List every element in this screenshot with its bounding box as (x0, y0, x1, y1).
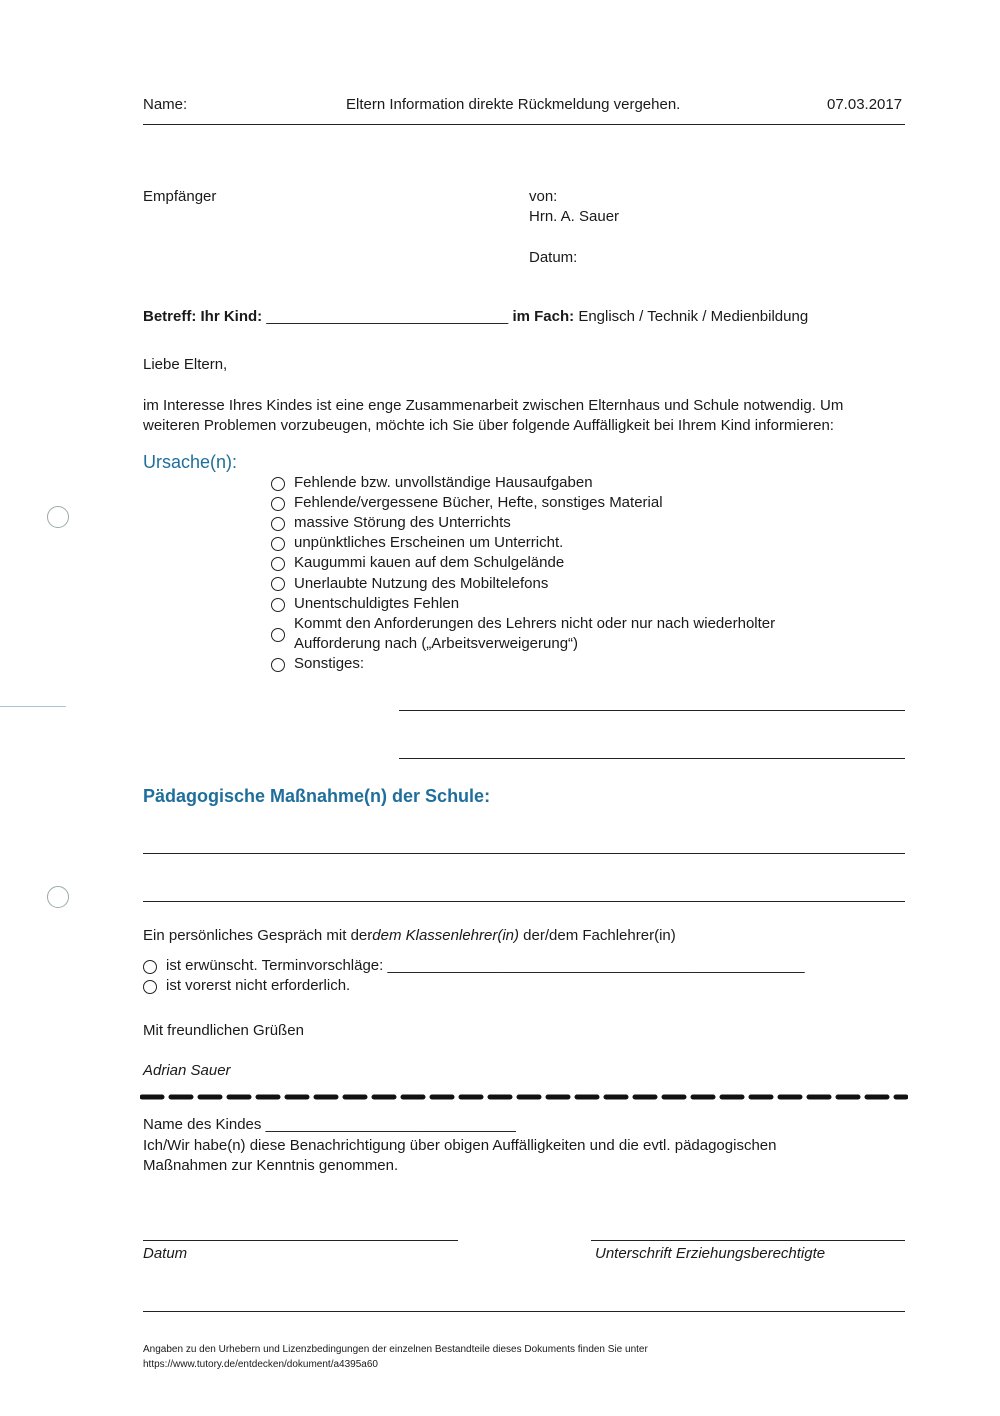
ack-line-1: Ich/Wir habe(n) diese Benachrichtigung über obigen Auffälligkeiten und die evtl. pädagogischen (143, 1137, 777, 1154)
date-signature-line[interactable] (143, 1240, 458, 1241)
header-date: 07.03.2017 (827, 96, 903, 113)
other-line-2[interactable] (399, 758, 905, 759)
greeting: Liebe Eltern, (143, 356, 228, 373)
meeting-radio-wanted[interactable] (143, 960, 157, 974)
subject-kind-blank[interactable]: _____________________________ (266, 308, 509, 325)
guardian-signature-line[interactable] (591, 1240, 905, 1241)
meeting-sentence-end: der/dem Fachlehrer(in) (519, 927, 676, 944)
cause-label-5: Kaugummi kauen auf dem Schulgelände (294, 554, 565, 571)
date-label: Datum: (529, 249, 578, 266)
header-name-label: Name: (143, 96, 188, 113)
from-label: von: (529, 188, 558, 205)
from-name: Hrn. A. Sauer (529, 208, 620, 225)
child-name-line[interactable]: Name des Kindes ______________________________ (143, 1116, 516, 1133)
cause-label-9: Sonstiges: (294, 655, 365, 672)
ack-line-2: Maßnahmen zur Kenntnis genommen. (143, 1157, 399, 1174)
closing-regards: Mit freundlichen Grüßen (143, 1022, 304, 1039)
punch-hole-mark-bottom (47, 886, 69, 908)
recipient-label: Empfänger (143, 188, 217, 205)
guardian-signature-caption: Unterschrift Erziehungsberechtigte (595, 1245, 826, 1262)
closing-signature: Adrian Sauer (143, 1062, 231, 1079)
meeting-option-not-needed: ist vorerst nicht erforderlich. (166, 977, 351, 994)
cause-radio-3[interactable] (271, 517, 285, 531)
cause-radio-5[interactable] (271, 557, 285, 571)
fold-mark (0, 706, 66, 707)
meeting-sentence-italic: dem Klassenlehrer(in) (372, 927, 520, 944)
cause-radio-9[interactable] (271, 658, 285, 672)
meeting-option-wanted: ist erwünscht. Terminvorschläge: __________________________________________________ (166, 957, 805, 974)
cut-line (140, 1093, 908, 1101)
causes-heading: Ursache(n): (143, 452, 238, 472)
cause-label-7: Unentschuldigtes Fehlen (294, 595, 460, 612)
cause-radio-6[interactable] (271, 577, 285, 591)
header-rule (143, 124, 905, 125)
header-title: Eltern Information direkte Rückmeldung vergehen. (346, 96, 681, 113)
footer-rule (143, 1311, 905, 1312)
subject-fach-label: im Fach: (512, 308, 575, 325)
punch-hole-mark-top (47, 506, 69, 528)
subject-fach-value: Englisch / Technik / Medienbildung (578, 308, 809, 325)
intro-line-2: weiteren Problemen vorzubeugen, möchte ich Sie über folgende Auffälligkeit bei Ihrem Kind informieren: (143, 417, 834, 434)
cause-radio-7[interactable] (271, 598, 285, 612)
cause-label-2: Fehlende/vergessene Bücher, Hefte, sonstiges Material (294, 494, 663, 511)
measures-line-2[interactable] (143, 901, 905, 902)
cause-label-4: unpünktliches Erscheinen um Unterricht. (294, 534, 564, 551)
cause-label-1: Fehlende bzw. unvollständige Hausaufgaben (294, 474, 593, 491)
cause-radio-1[interactable] (271, 477, 285, 491)
footer-line-1: Angaben zu den Urhebern und Lizenzbedingungen der einzelnen Bestandteile dieses Dokuments finden Sie unter (143, 1344, 648, 1355)
date-caption: Datum (143, 1245, 188, 1262)
footer-line-2[interactable]: https://www.tutory.de/entdecken/dokument/a4395a60 (143, 1359, 378, 1370)
meeting-radio-not-needed[interactable] (143, 980, 157, 994)
cause-radio-8[interactable] (271, 628, 285, 642)
cause-label-8-line-1: Kommt den Anforderungen des Lehrers nicht oder nur nach wiederholter (294, 615, 776, 632)
cause-radio-2[interactable] (271, 497, 285, 511)
subject-line (143, 308, 808, 325)
cause-label-6: Unerlaubte Nutzung des Mobiltelefons (294, 575, 549, 592)
cause-radio-4[interactable] (271, 537, 285, 551)
measures-heading: Pädagogische Maßnahme(n) der Schule: (143, 786, 491, 806)
cause-label-8-line-2: Aufforderung nach („Arbeitsverweigerung“) (294, 635, 579, 652)
intro-line-1: im Interesse Ihres Kindes ist eine enge Zusammenarbeit zwischen Elternhaus und Schule notwendig. Um (143, 397, 844, 414)
other-line-1[interactable] (399, 710, 905, 711)
cause-label-3: massive Störung des Unterrichts (294, 514, 511, 531)
measures-line-1[interactable] (143, 853, 905, 854)
meeting-sentence-start: Ein persönliches Gespräch mit der (143, 927, 373, 944)
meeting-sentence (143, 927, 676, 944)
subject-kind-label: Betreff: Ihr Kind: (143, 308, 263, 325)
